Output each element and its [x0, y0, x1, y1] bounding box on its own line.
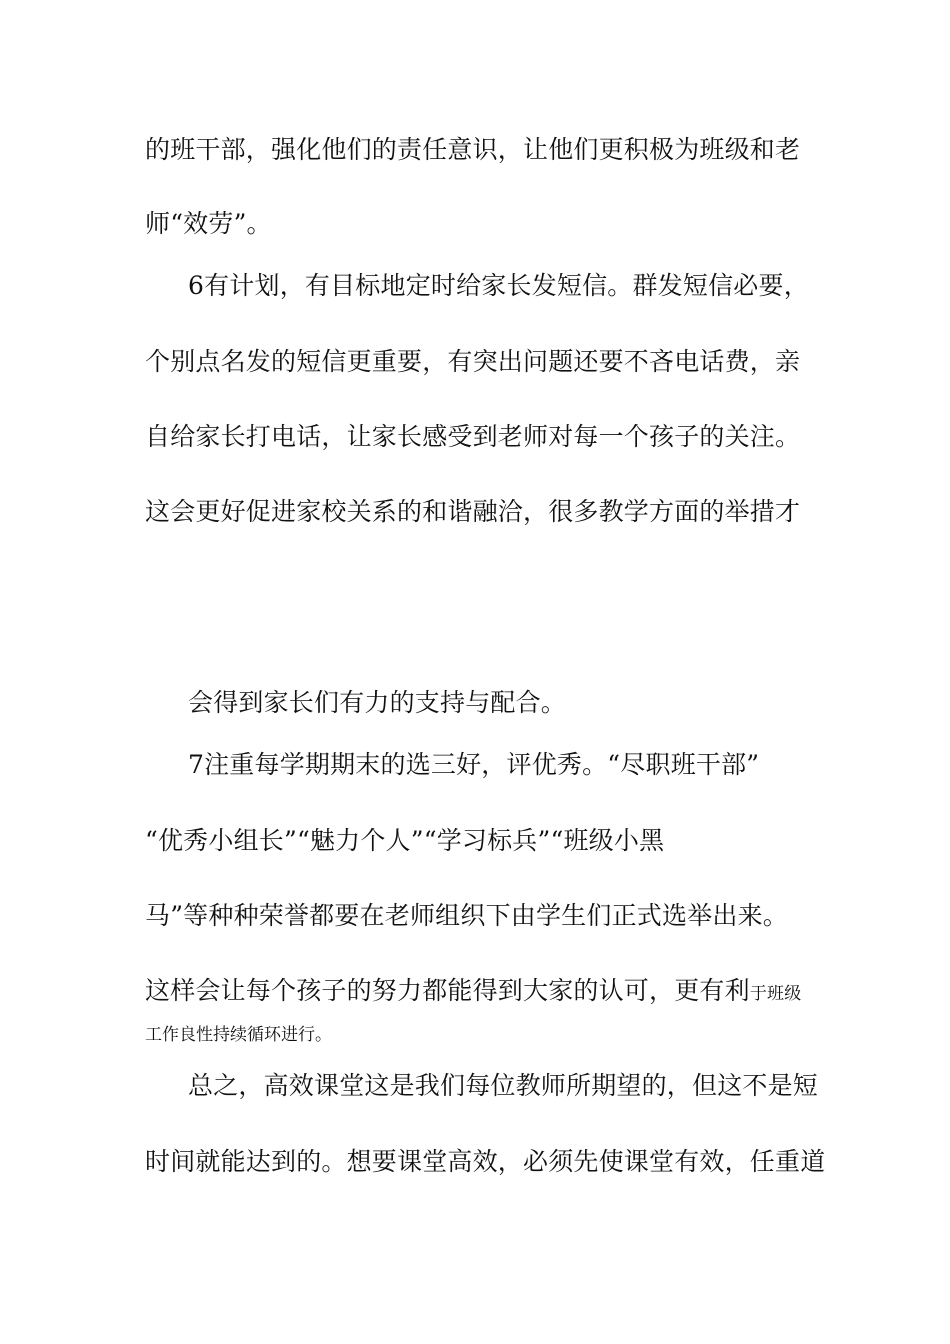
text-line: 这会更好促进家校关系的和谐融洽，很多教学方面的举措才: [145, 497, 801, 526]
text-line-main: 这样会让每个孩子的努力都能得到大家的认可，更有利: [145, 976, 750, 1005]
text-line: 时间就能达到的。想要课堂高效，必须先使课堂有效，任重道: [145, 1147, 826, 1176]
text-line: 6有计划，有目标地定时给家长发短信。群发短信必要，: [188, 271, 809, 300]
text-line: 工作良性持续循环进行。: [145, 1025, 332, 1045]
text-line: 会得到家长们有力的支持与配合。: [188, 688, 567, 717]
text-line-tail: 于班级: [749, 984, 802, 1004]
text-line: “优秀小组长”“魅力个人”“学习标兵”“班级小黑: [145, 826, 665, 855]
text-line: [145, 975, 810, 1010]
text-line: 总之，高效课堂这是我们每位教师所期望的，但这不是短: [188, 1071, 819, 1100]
text-line: 7注重每学期期末的选三好，评优秀。“尽职班干部”: [188, 750, 760, 779]
text-line: 马”等种种荣誉都要在老师组织下由学生们正式选举出来。: [145, 901, 788, 930]
text-line: 的班干部，强化他们的责任意识，让他们更积极为班级和老: [145, 135, 801, 164]
text-line: 个别点名发的短信更重要，有突出问题还要不吝电话费，亲: [145, 347, 801, 376]
text-line: 师“效劳”。: [145, 209, 272, 238]
text-line: 自给家长打电话，让家长感受到老师对每一个孩子的关注。: [145, 422, 801, 451]
